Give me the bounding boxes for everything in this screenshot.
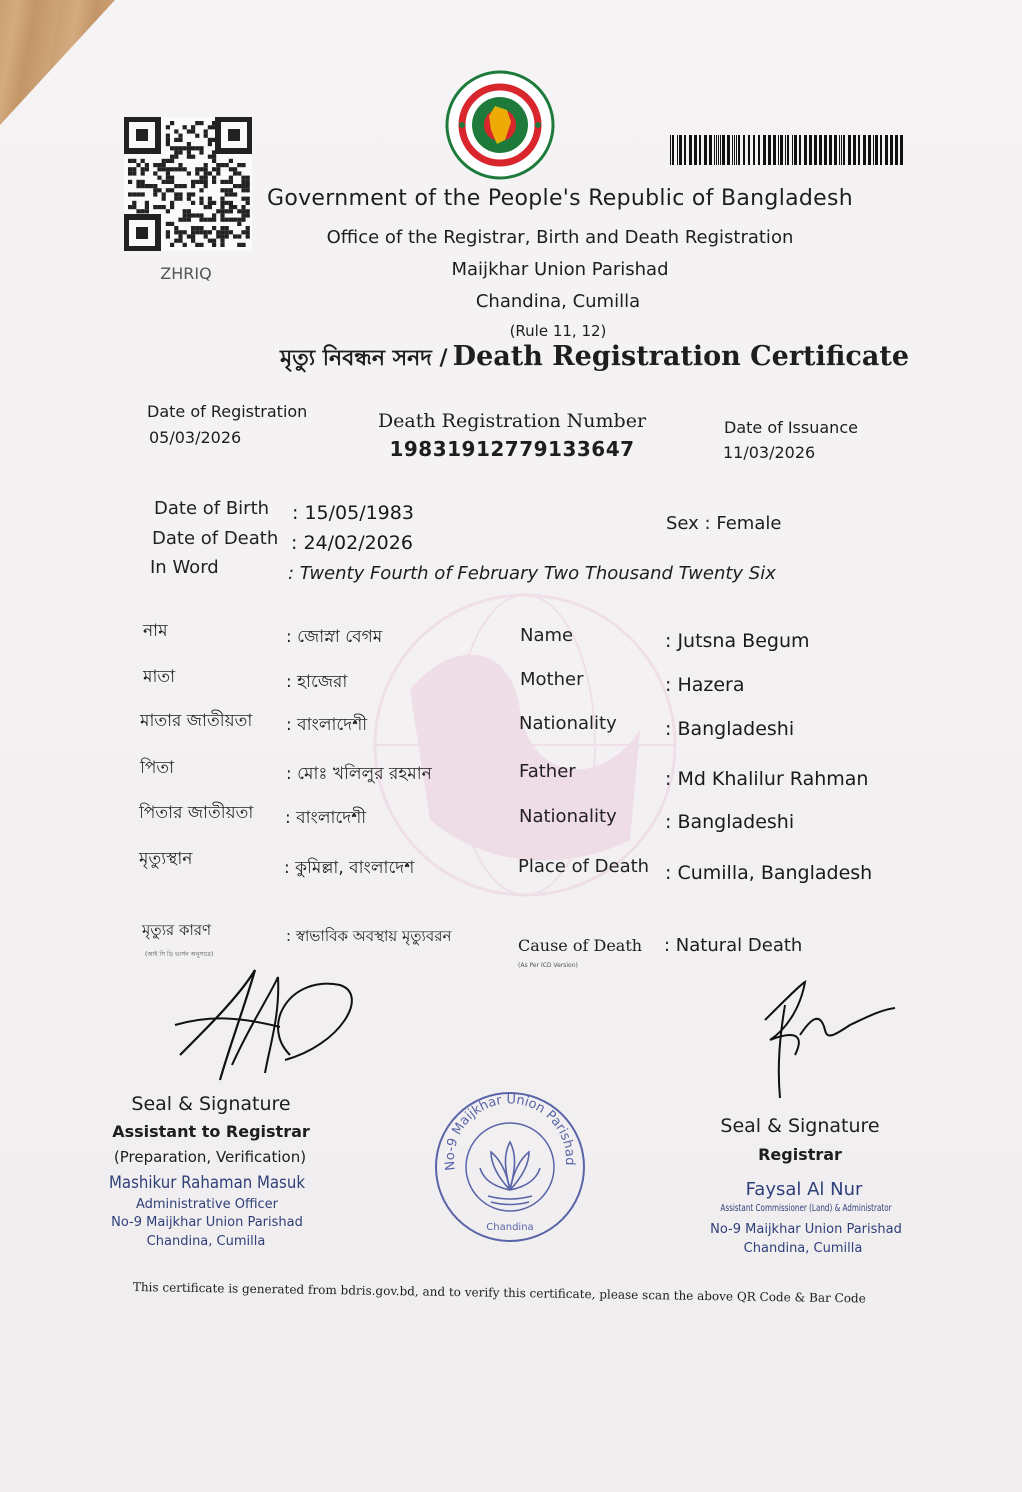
date-of-death-in-word: : Twenty Fourth of February Two Thousand Twenty Six (288, 563, 776, 584)
father-nationality-label-bn: পিতার জাতীয়তা (139, 803, 254, 823)
mother-label-bn: মাতা (143, 667, 176, 687)
cause-of-death-value-bn: : স্বাভাবিক অবস্থায় মৃত্যুবরন (286, 927, 452, 945)
registrar-role: Registrar (758, 1145, 842, 1164)
assistant-role: Assistant to Registrar (112, 1122, 310, 1141)
government-emblem-icon (445, 70, 555, 180)
name-value: : Jutsna Begum (665, 630, 810, 652)
seal-bottom-text: Chandina (486, 1222, 534, 1233)
name-label-bn: নাম (143, 621, 168, 641)
qr-code-icon[interactable] (124, 117, 252, 251)
father-label-bn: পিতা (140, 758, 175, 778)
certificate-title (280, 341, 909, 378)
mother-label: Mother (520, 669, 584, 690)
assistant-office: No-9 Maijkhar Union Parishad (111, 1215, 303, 1230)
office-title: Office of the Registrar, Birth and Death Registration (326, 227, 794, 248)
registrar-place: Chandina, Cumilla (743, 1241, 863, 1256)
father-nationality-value-bn: : বাংলাদেশী (285, 808, 367, 828)
certificate-title-bn: মৃত্যু নিবন্ধন সনদ / (280, 346, 448, 371)
mother-nationality-label: Nationality (519, 713, 617, 734)
place-of-death-label-bn: মৃত্যুস্থান (139, 849, 193, 869)
certificate-title-en: Death Registration Certificate (452, 341, 909, 372)
upazila-district: Chandina, Cumilla (475, 291, 641, 312)
assistant-name: Mashikur Rahaman Masuk (109, 1173, 305, 1193)
date-of-issuance: 11/03/2026 (723, 443, 816, 462)
assistant-signature-icon (170, 965, 360, 1085)
mother-value: : Hazera (665, 674, 745, 696)
cause-of-death-label-bn: মৃত্যুর কারণ (142, 921, 212, 939)
union-parishad-name: Maijkhar Union Parishad (451, 259, 669, 280)
assistant-designation: Administrative Officer (135, 1197, 279, 1212)
union-parishad-seal-icon (433, 1090, 588, 1245)
father-value-bn: : মোঃ খলিলুর রহমান (286, 764, 432, 784)
registrar-office: No-9 Maijkhar Union Parishad (710, 1222, 902, 1237)
footer-note: This certificate is generated from bdris.gov.bd, and to verify this certificate, please scan the above QR Code & Bar Code (132, 1280, 866, 1306)
right-seal-signature-title: Seal & Signature (720, 1115, 880, 1137)
barcode-icon[interactable] (670, 135, 906, 165)
date-of-registration-label: Date of Registration (147, 402, 308, 421)
cause-of-death-label: Cause of Death (518, 936, 643, 955)
government-title: Government of the People's Republic of Bangladesh (267, 186, 853, 211)
in-word-label: In Word (150, 557, 219, 578)
registrar-designation: Assistant Commissioner (Land) & Administrator (720, 1203, 892, 1214)
death-registration-number-label: Death Registration Number (377, 410, 647, 432)
father-nationality-label: Nationality (519, 806, 617, 827)
svg-text:No-9 Maijkhar Union Parishad (443, 1092, 577, 1171)
date-of-registration: 05/03/2026 (149, 428, 242, 447)
date-of-death: : 24/02/2026 (291, 532, 413, 554)
father-label: Father (519, 761, 576, 782)
registrar-signature-icon (755, 980, 905, 1100)
assistant-place: Chandina, Cumilla (146, 1234, 266, 1249)
father-nationality-value: : Bangladeshi (665, 811, 795, 833)
seal-text: No-9 Maijkhar Union Parishad (442, 1092, 578, 1172)
cause-of-death-sub-bn: (আই সি ডি ভার্সন অনুসারে) (145, 951, 214, 958)
date-of-death-label: Date of Death (152, 528, 279, 549)
registrar-name: Faysal Al Nur (745, 1179, 863, 1200)
date-of-birth: : 15/05/1983 (292, 502, 414, 524)
qr-code-text: ZHRIQ (160, 264, 212, 283)
date-of-birth-label: Date of Birth (154, 498, 270, 519)
sex: Sex : Female (666, 513, 782, 534)
cause-of-death-sub: (As Per ICD Version) (518, 962, 578, 969)
mother-nationality-value: : Bangladeshi (665, 718, 795, 740)
name-value-bn: : জোস্না বেগম (286, 627, 383, 647)
assistant-role-sub: (Preparation, Verification) (113, 1148, 307, 1166)
cause-of-death-value: : Natural Death (664, 935, 803, 956)
mother-nationality-value-bn: : বাংলাদেশী (286, 715, 368, 735)
mother-nationality-label-bn: মাতার জাতীয়তা (140, 711, 253, 731)
death-registration-number: 19831912779133647 (389, 437, 635, 461)
left-seal-signature-title: Seal & Signature (131, 1093, 291, 1115)
rule-reference: (Rule 11, 12) (509, 322, 607, 340)
mother-value-bn: : হাজেরা (286, 672, 348, 692)
place-of-death-label: Place of Death (518, 856, 650, 877)
place-of-death-value-bn: : কুমিল্লা, বাংলাদেশ (284, 858, 415, 878)
name-label: Name (520, 625, 574, 646)
date-of-issuance-label: Date of Issuance (724, 418, 858, 437)
father-value: : Md Khalilur Rahman (665, 768, 869, 790)
place-of-death-value: : Cumilla, Bangladesh (665, 862, 873, 884)
